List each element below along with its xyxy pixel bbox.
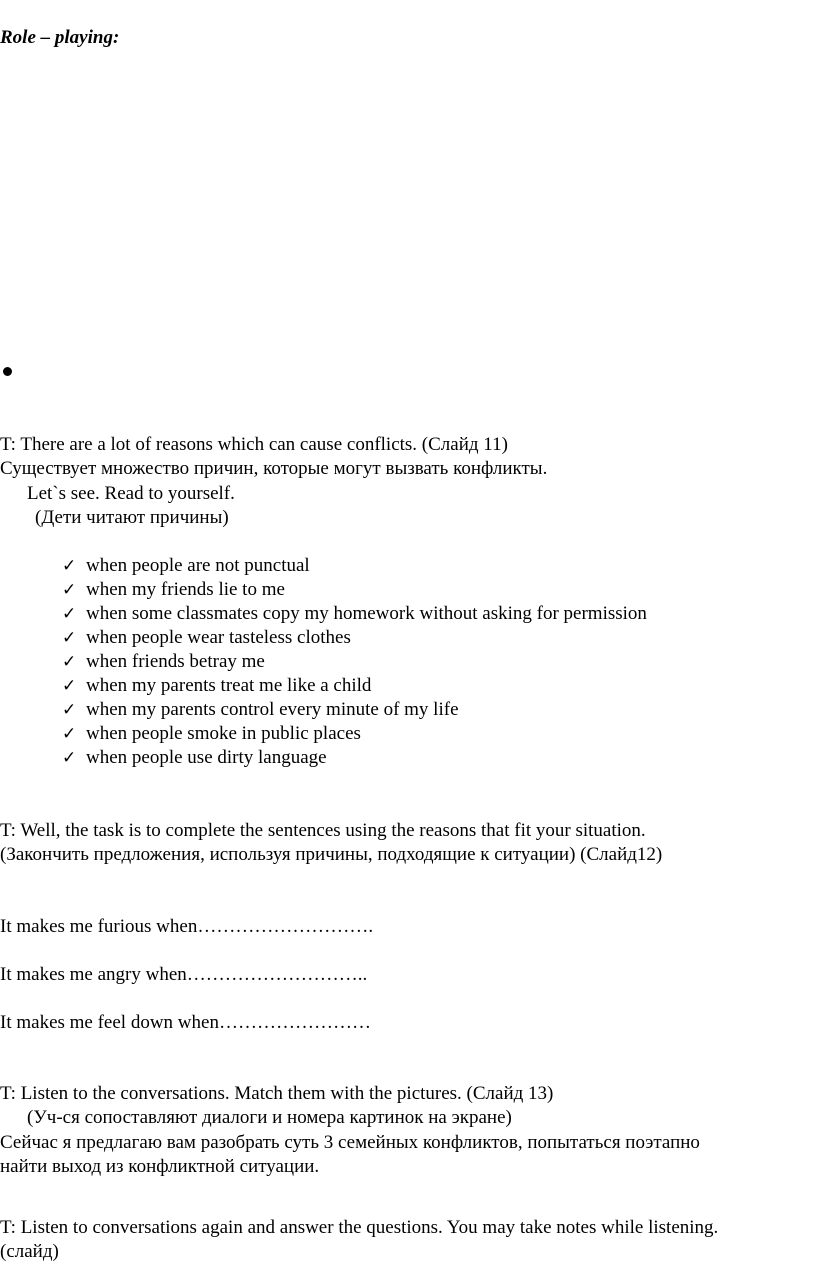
intro-line-2: Существует множество причин, которые могут вызвать конфликты. — [0, 458, 548, 479]
listen-line-4: найти выход из конфликтной ситуации. — [0, 1156, 320, 1177]
list-item: ✓ when some classmates copy my homework without asking for permission — [62, 603, 647, 624]
checkmark-icon: ✓ — [62, 676, 77, 696]
page-heading: Role – playing: — [0, 27, 120, 48]
checkmark-icon: ✓ — [62, 724, 77, 744]
sentence-feel-down: It makes me feel down when…………………… — [0, 1012, 371, 1033]
list-item: ✓ when my parents treat me like a child — [62, 675, 372, 696]
list-item: ✓ when people are not punctual — [62, 555, 310, 576]
listen-line-2: (Уч-ся сопоставляют диалоги и номера картинок на экране) — [27, 1107, 512, 1128]
listen-again-line-2: (слайд) — [0, 1241, 59, 1262]
checkmark-icon: ✓ — [62, 652, 77, 672]
listen-again-line-1: T: Listen to conversations again and answer the questions. You may take notes while listening. — [0, 1217, 719, 1238]
list-item: ✓ when people use dirty language — [62, 747, 327, 768]
checkmark-icon: ✓ — [62, 556, 77, 576]
intro-line-4: (Дети читают причины) — [35, 507, 229, 528]
sentence-angry: It makes me angry when……………………….. — [0, 964, 368, 985]
list-item: ✓ when my friends lie to me — [62, 579, 285, 600]
bullet-point — [3, 367, 12, 376]
checkmark-icon: ✓ — [62, 628, 77, 648]
intro-line-1: T: There are a lot of reasons which can cause conflicts. (Слайд 11) — [0, 434, 508, 455]
checkmark-icon: ✓ — [62, 604, 77, 624]
list-item: ✓ when people wear tasteless clothes — [62, 627, 351, 648]
reasons-list — [62, 554, 647, 770]
list-item: ✓ when my parents control every minute of my life — [62, 699, 459, 720]
task-line-1: T: Well, the task is to complete the sentences using the reasons that fit your situation. — [0, 820, 646, 841]
checkmark-icon: ✓ — [62, 580, 77, 600]
list-item: ✓ when people smoke in public places — [62, 723, 361, 744]
listen-line-1: T: Listen to the conversations. Match them with the pictures. (Слайд 13) — [0, 1083, 554, 1104]
intro-line-3: Let`s see. Read to yourself. — [27, 483, 235, 504]
checkmark-icon: ✓ — [62, 748, 77, 768]
list-item: ✓ when friends betray me — [62, 651, 265, 672]
listen-line-3: Сейчас я предлагаю вам разобрать суть 3 семейных конфликтов, попытаться поэтапно — [0, 1132, 700, 1153]
checkmark-icon: ✓ — [62, 700, 77, 720]
sentence-furious: It makes me furious when………………………. — [0, 916, 374, 937]
task-line-2: (Закончить предложения, используя причины, подходящие к ситуации) (Слайд12) — [0, 844, 663, 865]
